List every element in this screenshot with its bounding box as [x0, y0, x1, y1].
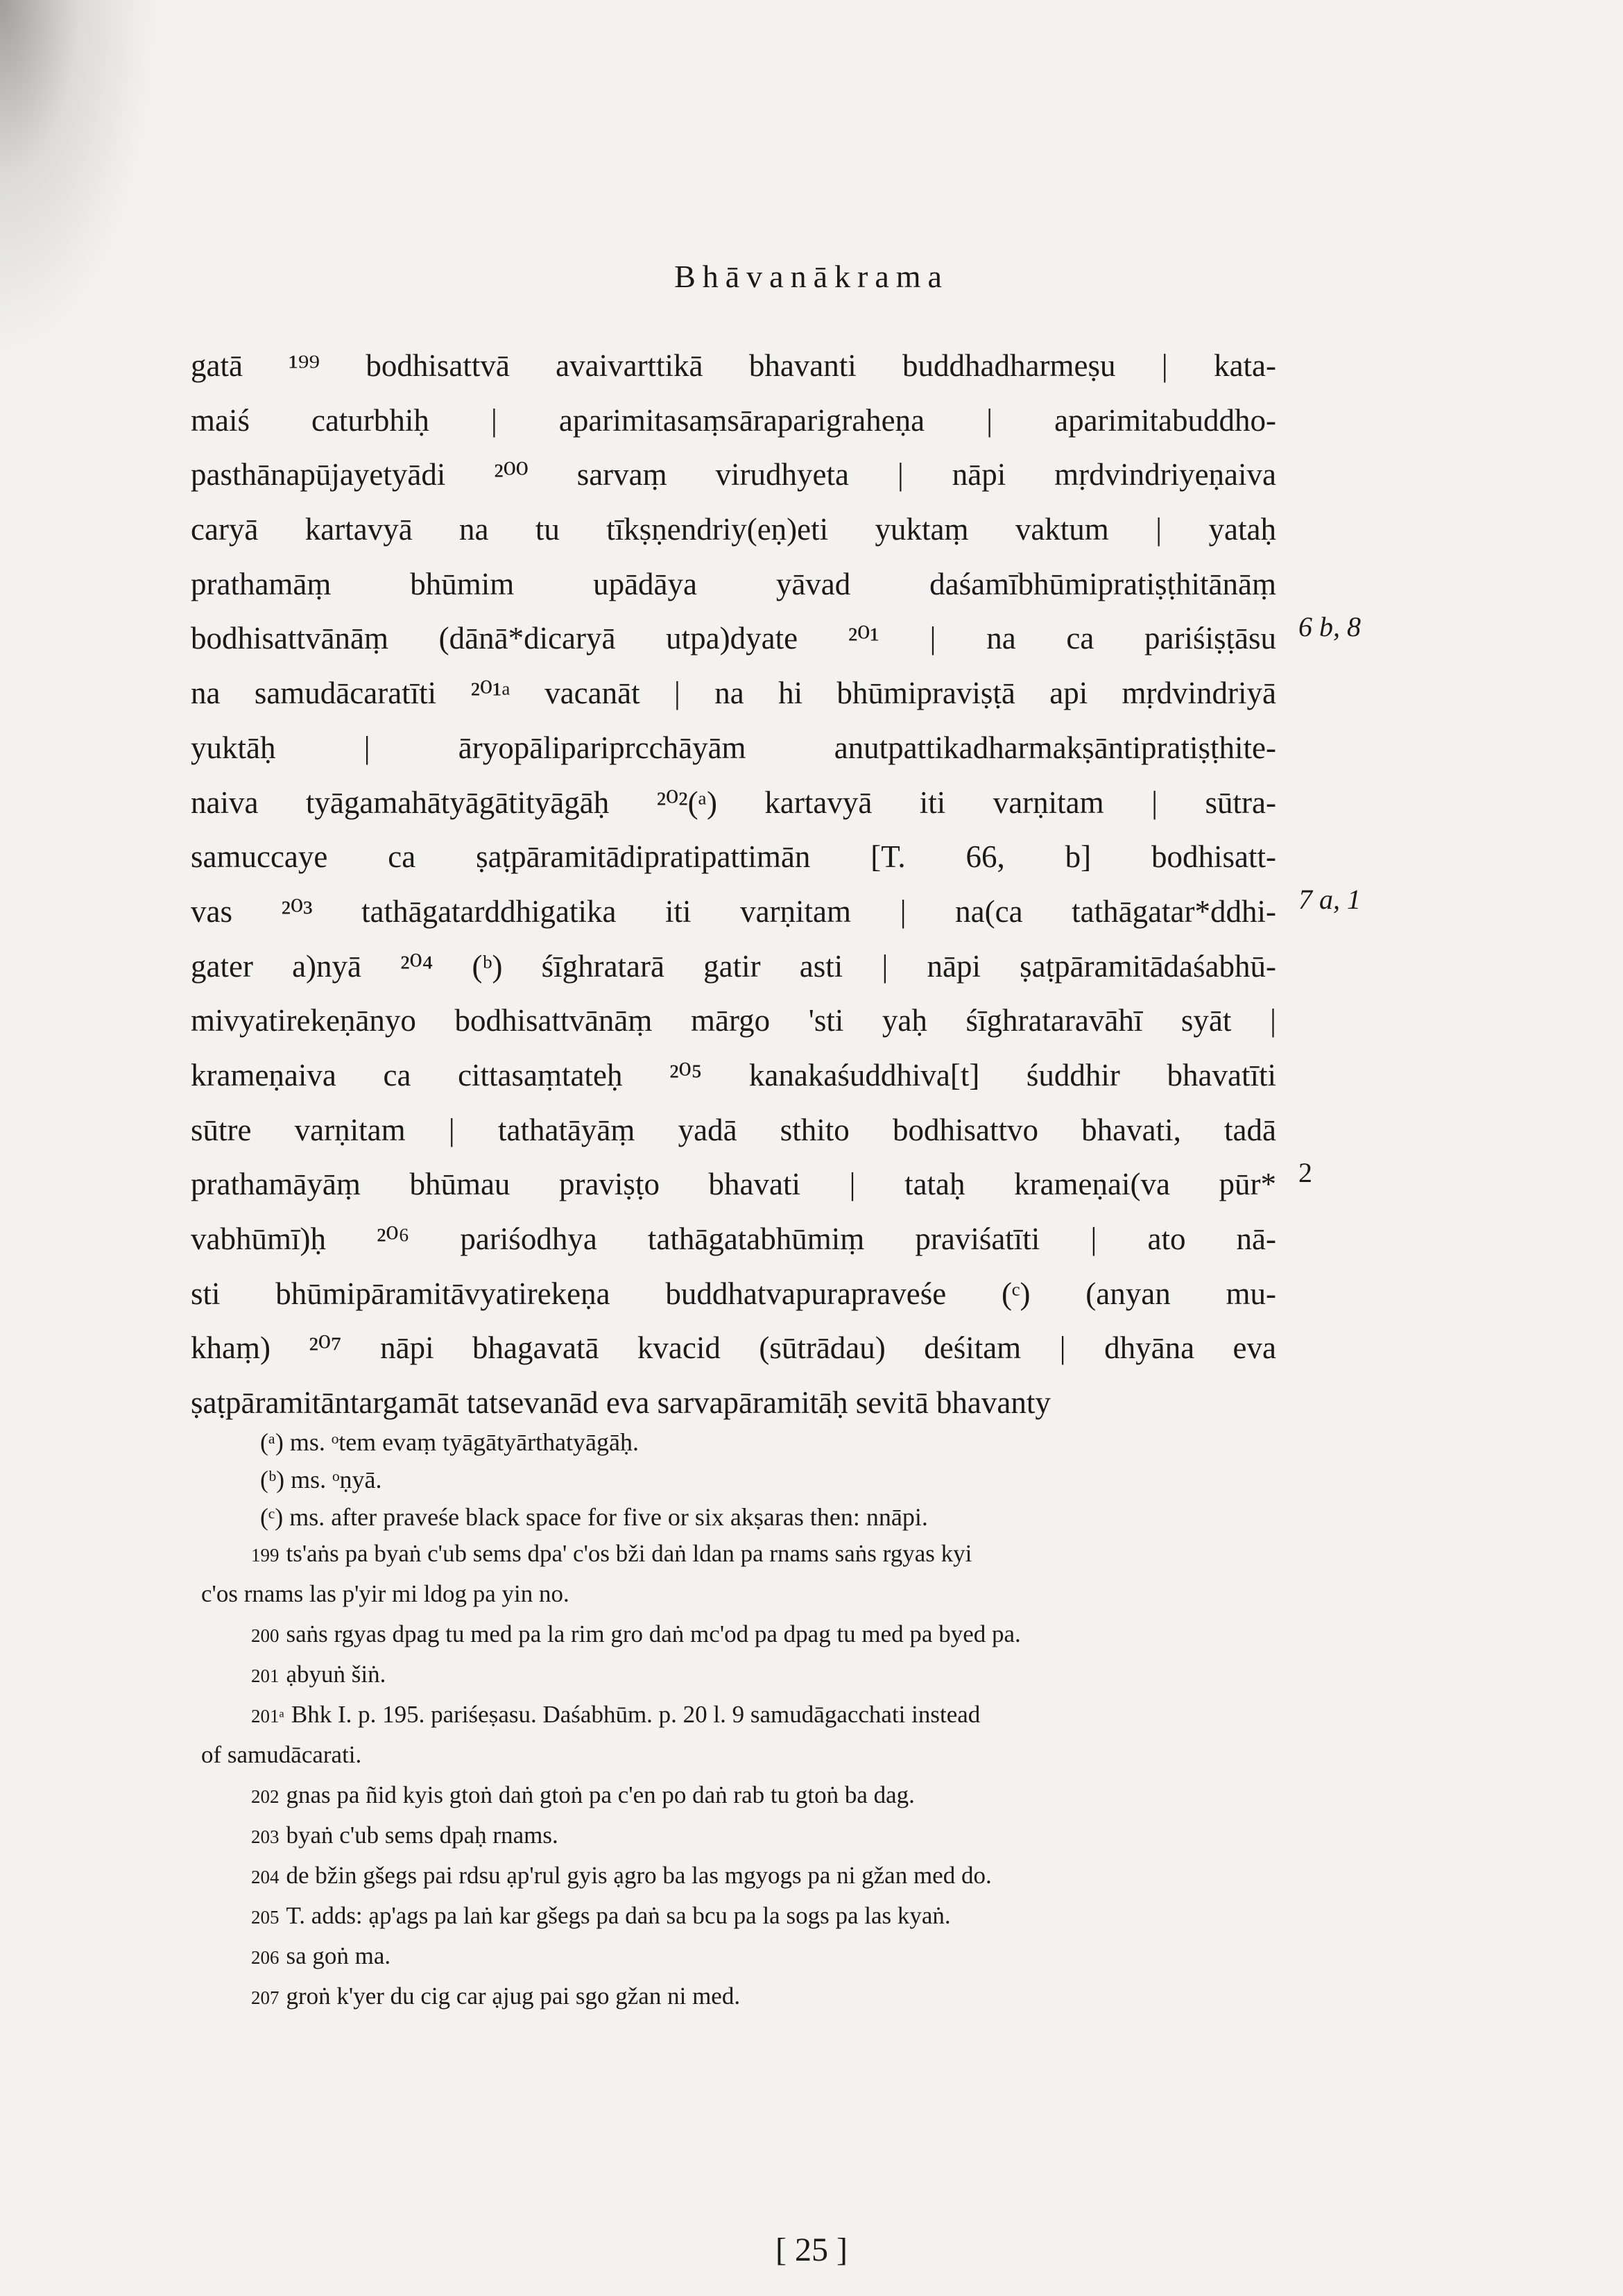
text-line: maiś caturbhiḥ | aparimitasaṃsāraparigraheṇa | aparimitabuddho- — [191, 402, 1276, 438]
footnotes — [194, 1534, 1276, 2017]
page-number: [ 25 ] — [775, 2231, 848, 2268]
critical-note: (ᵃ) ms. ᵒtem evaṃ tyāgātyārthatyāgāḥ. — [260, 1428, 639, 1456]
footnote-text: ạbyuṅ šiṅ. — [286, 1661, 386, 1688]
footnote — [194, 1776, 1276, 1816]
footnote-text: ts'aṅs pa byaṅ c'ub sems dpa' c'os bži daṅ ldan pa rnams saṅs rgyas kyi — [286, 1540, 972, 1567]
text-line: mivyatirekeṇānyo bodhisattvānāṃ mārgo 'sti yaḥ śīghrataravāhī syāt | — [191, 1003, 1276, 1038]
margin-note: 2 — [1298, 1157, 1312, 1188]
critical-note: (ᵇ) ms. ᵒṇyā. — [260, 1466, 382, 1493]
main-text — [191, 339, 1276, 1430]
footnote-text: Bhk I. p. 195. pariśeṣasu. Daśabhūm. p. 20 l. 9 samudāgacchati instead — [291, 1701, 981, 1728]
footnote-text: c'os rnams las p'yir mi ldog pa yin no. — [201, 1580, 569, 1607]
footnote — [194, 1736, 1276, 1776]
text-line: pasthānapūjayetyādi ²⁰⁰ sarvaṃ virudhyeta | nāpi mṛdvindriyeṇaiva — [191, 457, 1276, 492]
footnote — [194, 1695, 1276, 1736]
text-line: sūtre varṇitam | tathatāyāṃ yadā sthito bodhisattvo bhavati, tadā — [191, 1112, 1276, 1147]
running-head: Bhāvanākrama — [674, 259, 949, 294]
text-line: na samudācaratīti ²⁰¹ᵃ vacanāt | na hi bhūmipraviṣṭā api mṛdvindriyā — [191, 676, 1276, 711]
footnote-number: 202 — [251, 1786, 280, 1807]
text-line: bodhisattvānāṃ (dānā*dicaryā utpa)dyate ²⁰¹ | na ca pariśiṣṭāsu — [191, 621, 1276, 656]
margin-note: 7 a, 1 — [1298, 884, 1361, 915]
text-line: ṣaṭpāramitāntargamāt tatsevanād eva sarvapāramitāḥ sevitā bhavanty — [191, 1385, 1051, 1421]
footnote — [194, 1937, 1276, 1977]
footnote — [194, 1655, 1276, 1695]
footnote-text: T. adds: ạp'ags pa laṅ kar gšegs pa daṅ sa bcu pa la sogs pa las kyaṅ. — [286, 1902, 951, 1929]
footnote-number: 206 — [251, 1947, 280, 1968]
footnote-text: saṅs rgyas dpag tu med pa la rim gro daṅ mc'od pa dpag tu med pa byed pa. — [286, 1620, 1021, 1647]
text-line: vas ²⁰³ tathāgatarddhigatika iti varṇitam | na(ca tathāgatar*ddhi- — [191, 893, 1276, 929]
text-line: sti bhūmipāramitāvyatirekeṇa buddhatvapurapraveśe (ᶜ) (anyan mu- — [191, 1276, 1276, 1311]
text-line: samuccaye ca ṣaṭpāramitādipratipattimān [T. 66, b] bodhisatt- — [191, 839, 1276, 875]
text-line: prathamāṃ bhūmim upādāya yāvad daśamībhūmipratiṣṭhitānāṃ — [191, 566, 1276, 601]
text-line: gater a)nyā ²⁰⁴ (ᵇ) śīghratarā gatir asti | nāpi ṣaṭpāramitādaśabhū- — [191, 948, 1276, 984]
footnote-text: of samudācarati. — [201, 1741, 362, 1768]
footnote-text: byaṅ c'ub sems dpaḥ rnams. — [286, 1822, 558, 1849]
footnote-number: 207 — [251, 1987, 280, 2008]
text-line: krameṇaiva ca cittasaṃtateḥ ²⁰⁵ kanakaśuddhiva[t] śuddhir bhavatīti — [191, 1057, 1276, 1093]
footnote-text: gnas pa ñid kyis gtoṅ daṅ gtoṅ pa c'en po daṅ rab tu gtoṅ ba dag. — [286, 1781, 915, 1808]
text-line: caryā kartavyā na tu tīkṣṇendriy(eṇ)eti yuktaṃ vaktum | yataḥ — [191, 512, 1276, 547]
text-line: gatā ¹⁹⁹ bodhisattvā avaivarttikā bhavanti buddhadharmeṣu | kata- — [191, 348, 1276, 383]
critical-note: (ᶜ) ms. after praveśe black space for five or six akṣaras then: nnāpi. — [260, 1503, 928, 1531]
footnote-text: de bžin gšegs pai rdsu ạp'rul gyis ạgro ba las mgyogs pa ni gžan med do. — [286, 1862, 992, 1889]
footnote — [194, 1615, 1276, 1655]
text-line: naiva tyāgamahātyāgātityāgāḥ ²⁰²(ᵃ) kartavyā iti varṇitam | sūtra- — [191, 785, 1276, 820]
footnote-text: groṅ k'yer du cig car ạjug pai sgo gžan ni med. — [286, 1982, 741, 2010]
footnote — [194, 1816, 1276, 1856]
margin-note: 6 b, 8 — [1298, 611, 1361, 642]
text-line: vabhūmī)ḥ ²⁰⁶ pariśodhya tathāgatabhūmiṃ praviśatīti | ato nā- — [191, 1222, 1276, 1256]
footnote-number: 203 — [251, 1826, 280, 1847]
footnote — [194, 1896, 1276, 1937]
footnote-number: 205 — [251, 1907, 280, 1928]
text-line: yuktāḥ | āryopālipariprcchāyām anutpattikadharmakṣāntipratiṣṭhite- — [191, 730, 1276, 765]
footnote — [194, 1575, 1276, 1615]
footnote — [194, 1977, 1276, 2017]
footnote-number: 201 — [251, 1665, 280, 1686]
footnote-number: 201ᵃ — [251, 1706, 284, 1727]
footnote-number: 200 — [251, 1625, 280, 1646]
critical-apparatus — [260, 1423, 928, 1536]
footnote-text: sa goṅ ma. — [286, 1942, 391, 1969]
footnote — [194, 1534, 1276, 1575]
footnote-number: 204 — [251, 1867, 280, 1887]
footnote-number: 199 — [251, 1545, 280, 1566]
footnote — [194, 1856, 1276, 1896]
scan-shadow — [0, 0, 160, 361]
text-line: prathamāyāṃ bhūmau praviṣṭo bhavati | tataḥ krameṇai(va pūr* — [191, 1167, 1276, 1202]
text-line: khaṃ) ²⁰⁷ nāpi bhagavatā kvacid (sūtrādau) deśitam | dhyāna eva — [191, 1330, 1276, 1366]
